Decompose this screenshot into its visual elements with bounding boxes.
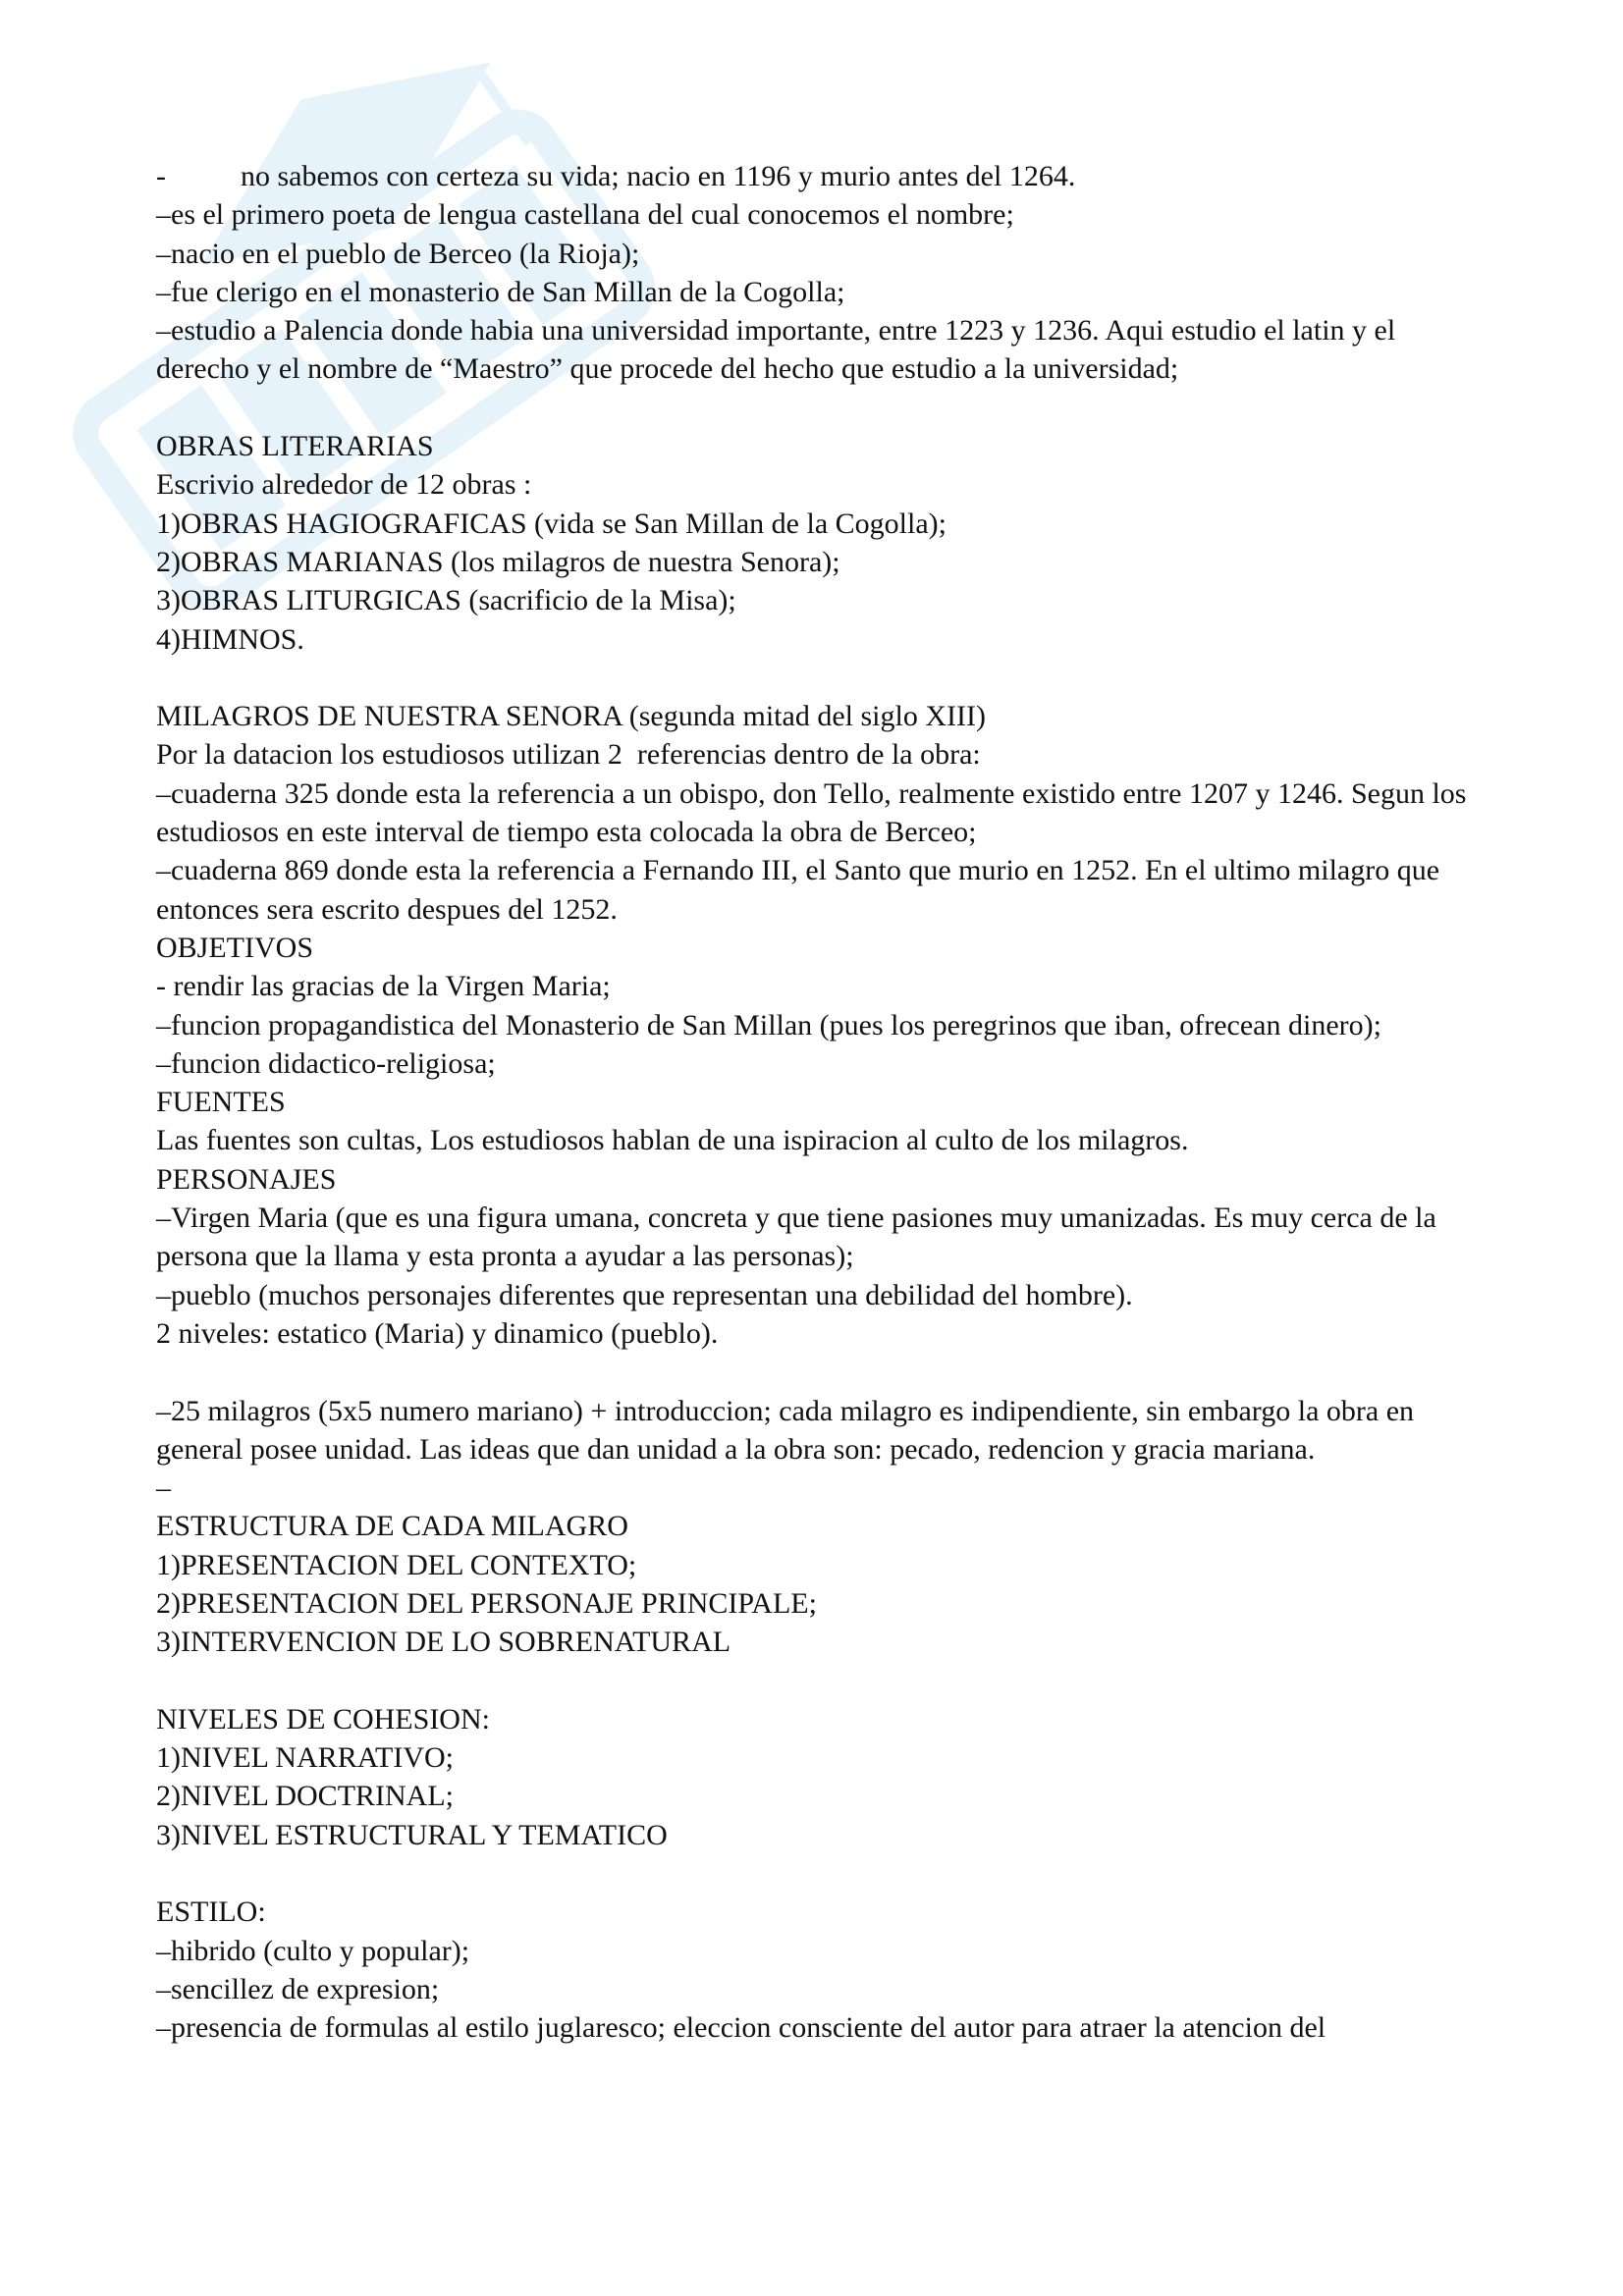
lone-dash: – <box>156 1471 171 1505</box>
estructura-item-1: 1)PRESENTACION DEL CONTEXTO; <box>156 1548 637 1581</box>
estructura-heading: ESTRUCTURA DE CADA MILAGRO <box>156 1510 628 1543</box>
estilo-line-3: –presencia de formulas al estilo juglaresco; eleccion consciente del autor para atraer la atencion del <box>156 2011 1326 2045</box>
estilo-line-1: –hibrido (culto y popular); <box>156 1934 470 1967</box>
milagros-paragraph-2: –cuaderna 325 donde esta la referencia a un obispo, don Tello, realmente existido entre 1207 y 1246. Segun los estudiosos en este interval de tiempo esta colocada la obra de Berceo; <box>156 776 1467 849</box>
objetivos-paragraph-2: –funcion propagandistica del Monasterio de San Millan (pues los peregrinos que iban, ofrecean dinero); <box>156 1008 1381 1041</box>
cohesion-item-1: 1)NIVEL NARRATIVO; <box>156 1741 455 1775</box>
personajes-paragraph-1: –Virgen Maria (que es una figura umana, concreta y que tiene pasiones muy umanizadas. Es muy cerca de la persona que la llama y esta pronta a ayudar a las personas); <box>156 1201 1436 1273</box>
blank-line <box>156 1662 1472 1700</box>
cohesion-item-3: 3)NIVEL ESTRUCTURAL Y TEMATICO <box>156 1818 668 1851</box>
obras-line-1: Escrivio alrededor de 12 obras : <box>156 468 532 502</box>
cohesion-item-2: 2)NIVEL DOCTRINAL; <box>156 1780 455 1813</box>
estructura-item-2: 2)PRESENTACION DEL PERSONAJE PRINCIPALE; <box>156 1586 817 1620</box>
intro-paragraph-5: –estudio a Palencia donde habia una universidad importante, entre 1223 y 1236. Aqui estudio el latin y el derecho y el nombre de “Maestro” que procede del hecho que estudio a la universidad; <box>156 314 1396 386</box>
blank-line <box>156 1353 1472 1391</box>
intro-line-1 <box>156 157 1472 195</box>
intro-line-2: –es el primero poeta de lengua castellana del cual conocemos el nombre; <box>156 198 1014 232</box>
milagros-heading: MILAGROS DE NUESTRA SENORA (segunda mitad del siglo XIII) <box>156 700 986 733</box>
milagros-paragraph-3: –cuaderna 869 donde esta la referencia a Fernando III, el Santo que murio en 1252. En el ultimo milagro que entonces sera escrito despues del 1252. <box>156 854 1440 926</box>
intro-dash: - <box>156 160 166 192</box>
document-body <box>156 157 1472 2048</box>
cohesion-heading: NIVELES DE COHESION: <box>156 1702 490 1735</box>
personajes-line-3: 2 niveles: estatico (Maria) y dinamico (pueblo). <box>156 1316 719 1350</box>
personajes-line-2: –pueblo (muchos personajes diferentes que representan una debilidad del hombre). <box>156 1278 1133 1311</box>
milagros-count-paragraph: –25 milagros (5x5 numero mariano) + introduccion; cada milagro es indipendiente, sin embargo la obra en general posee unidad. Las ideas que dan unidad a la obra son: pecado, redencion y gracia mariana. <box>156 1394 1415 1466</box>
objetivos-line-3: –funcion didactico-religiosa; <box>156 1046 496 1080</box>
estilo-heading: ESTILO: <box>156 1896 266 1929</box>
blank-line <box>156 659 1472 697</box>
blank-line <box>156 389 1472 427</box>
obras-item-1: 1)OBRAS HAGIOGRAFICAS (vida se San Millan de la Cogolla); <box>156 507 947 540</box>
intro-line-3: –nacio en el pueblo de Berceo (la Rioja); <box>156 237 640 270</box>
blank-line <box>156 1854 1472 1893</box>
obras-item-2: 2)OBRAS MARIANAS (los milagros de nuestra Senora); <box>156 545 840 578</box>
obras-item-4: 4)HIMNOS. <box>156 622 304 656</box>
obras-heading: OBRAS LITERARIAS <box>156 430 434 463</box>
obras-item-3: 3)OBRAS LITURGICAS (sacrificio de la Misa); <box>156 584 736 617</box>
estructura-item-3: 3)INTERVENCION DE LO SOBRENATURAL <box>156 1626 731 1659</box>
fuentes-heading: FUENTES <box>156 1086 286 1119</box>
milagros-line-1: Por la datacion los estudiosos utilizan 2 referencias dentro de la obra: <box>156 738 981 772</box>
intro-line-4: –fue clerigo en el monasterio de San Millan de la Cogolla; <box>156 275 845 308</box>
estilo-line-2: –sencillez de expresion; <box>156 1972 440 2005</box>
objetivos-heading: OBJETIVOS <box>156 931 314 964</box>
intro-line-1-text: no sabemos con certeza su vida; nacio en 1196 y murio antes del 1264. <box>241 160 1076 192</box>
personajes-heading: PERSONAJES <box>156 1162 337 1196</box>
fuentes-line-1: Las fuentes son cultas, Los estudiosos hablan de una ispiracion al culto de los milagros. <box>156 1124 1189 1157</box>
objetivos-line-1: - rendir las gracias de la Virgen Maria; <box>156 970 611 1003</box>
